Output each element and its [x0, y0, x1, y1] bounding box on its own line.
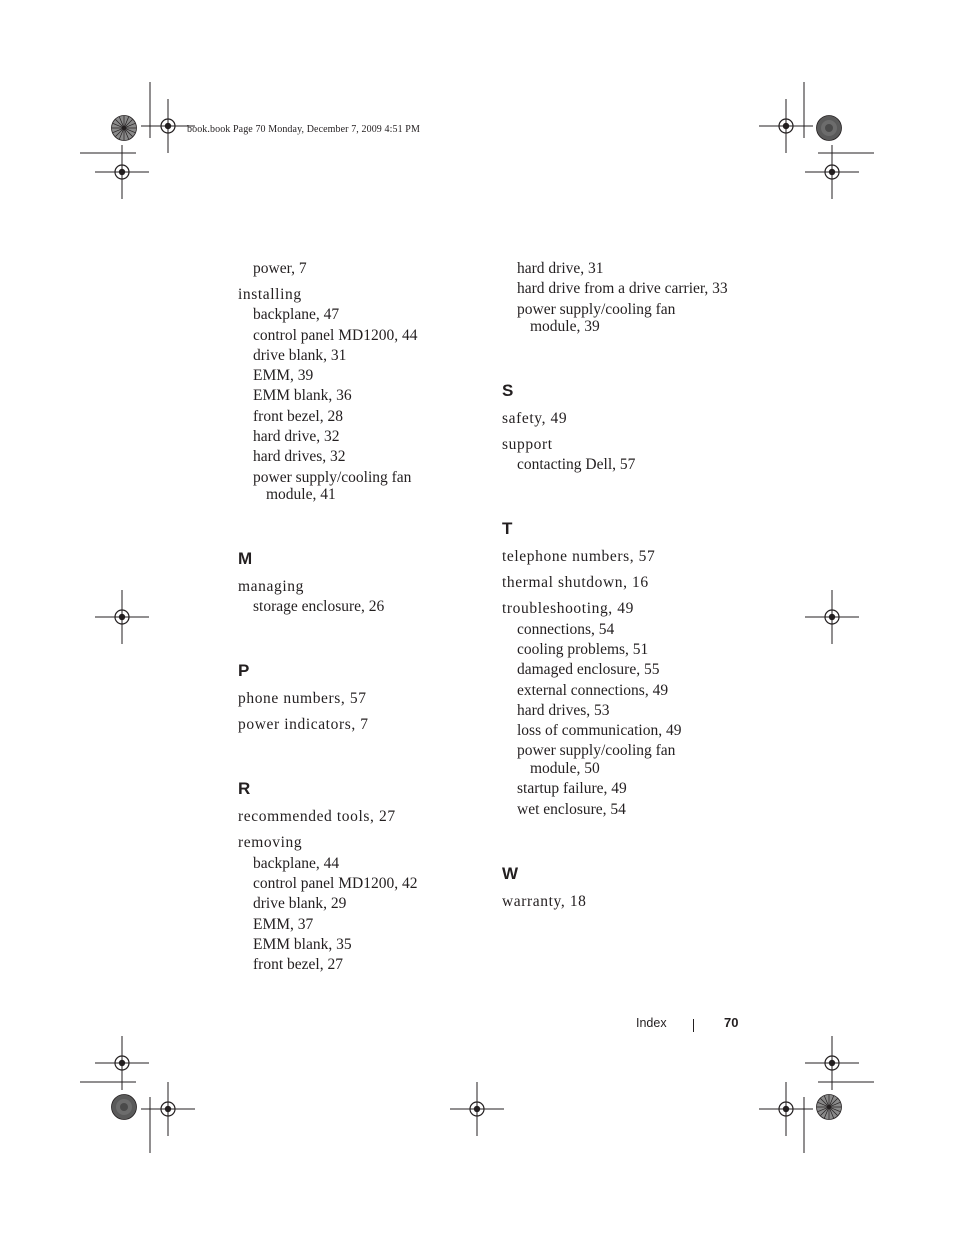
crosshair-mark-middle-right	[805, 590, 859, 644]
index-subentry: cooling problems, 51	[517, 640, 649, 658]
index-subentry: storage enclosure, 26	[253, 598, 385, 616]
index-subentry: control panel MD1200, 42	[253, 875, 418, 893]
index-entry: troubleshooting, 49	[502, 600, 634, 618]
index-subentry: power supply/cooling fan	[253, 468, 412, 486]
print-header-slug: book.book Page 70 Monday, December 7, 2009 4:51 PM	[187, 124, 420, 135]
index-entry-continuation: module, 50	[530, 759, 600, 777]
index-subentry: EMM blank, 36	[253, 387, 352, 405]
index-entry: telephone numbers, 57	[502, 548, 656, 566]
index-subentry: hard drives, 53	[517, 701, 610, 719]
index-subentry: startup failure, 49	[517, 780, 627, 798]
index-subentry: hard drive, 32	[253, 428, 340, 446]
index-subentry: loss of communication, 49	[517, 722, 682, 740]
crosshair-mark-bottom-left-a	[141, 1082, 195, 1136]
starburst-mark-top-right	[817, 116, 842, 141]
index-section-letter: R	[238, 779, 251, 799]
footer-page-number: 70	[724, 1015, 739, 1030]
index-section-letter: T	[502, 519, 513, 539]
index-subentry: backplane, 44	[253, 854, 340, 872]
index-subentry: connections, 54	[517, 620, 615, 638]
index-subentry: contacting Dell, 57	[517, 456, 636, 474]
index-section-letter: W	[502, 863, 519, 883]
index-section-letter: P	[238, 661, 250, 681]
index-subentry: power, 7	[253, 260, 307, 277]
index-entry: managing	[238, 578, 304, 596]
index-entry-continuation: module, 39	[530, 318, 600, 336]
index-entry: recommended tools, 27	[238, 808, 396, 826]
index-subentry: EMM blank, 35	[253, 935, 352, 953]
starburst-mark-bottom-left	[112, 1095, 137, 1120]
index-subentry: wet enclosure, 54	[517, 800, 626, 818]
index-subentry: EMM, 39	[253, 367, 314, 385]
index-entry: warranty, 18	[502, 892, 587, 910]
index-entry: thermal shutdown, 16	[502, 574, 649, 592]
footer-separator	[693, 1019, 694, 1032]
crosshair-mark-middle-left	[95, 590, 149, 644]
crosshair-mark-bottom-center	[450, 1082, 504, 1136]
index-entry: safety, 49	[502, 410, 568, 428]
crosshair-mark-bottom-right-a	[759, 1082, 813, 1136]
index-entry-continuation: module, 41	[266, 486, 336, 504]
index-subentry: power supply/cooling fan	[517, 300, 676, 318]
starburst-mark-top-left	[112, 116, 137, 141]
index-subentry: damaged enclosure, 55	[517, 661, 660, 679]
index-subentry: hard drive, 31	[517, 260, 604, 277]
index-column-left	[238, 260, 488, 974]
index-section-letter: M	[238, 549, 253, 569]
index-subentry: front bezel, 28	[253, 407, 343, 425]
index-section-letter: S	[502, 381, 514, 401]
footer-section-label: Index	[636, 1016, 667, 1030]
index-subentry: external connections, 49	[517, 681, 669, 699]
index-subentry: front bezel, 27	[253, 956, 343, 974]
index-subentry: backplane, 47	[253, 306, 340, 324]
index-entry: installing	[238, 286, 302, 303]
index-subentry: hard drives, 32	[253, 448, 346, 466]
index-entry: removing	[238, 834, 303, 852]
index-entry: phone numbers, 57	[238, 690, 367, 708]
index-subentry: drive blank, 29	[253, 895, 347, 913]
index-entry: support	[502, 436, 553, 454]
index-subentry: drive blank, 31	[253, 346, 347, 364]
crosshair-mark-top-right-a	[759, 99, 813, 153]
index-subentry: hard drive from a drive carrier, 33	[517, 280, 728, 298]
index-subentry: power supply/cooling fan	[517, 742, 676, 760]
index-entry: power indicators, 7	[238, 716, 369, 734]
index-column-right	[502, 260, 752, 911]
starburst-mark-bottom-right	[817, 1095, 842, 1120]
index-subentry: EMM, 37	[253, 915, 314, 933]
index-subentry: control panel MD1200, 44	[253, 326, 418, 344]
